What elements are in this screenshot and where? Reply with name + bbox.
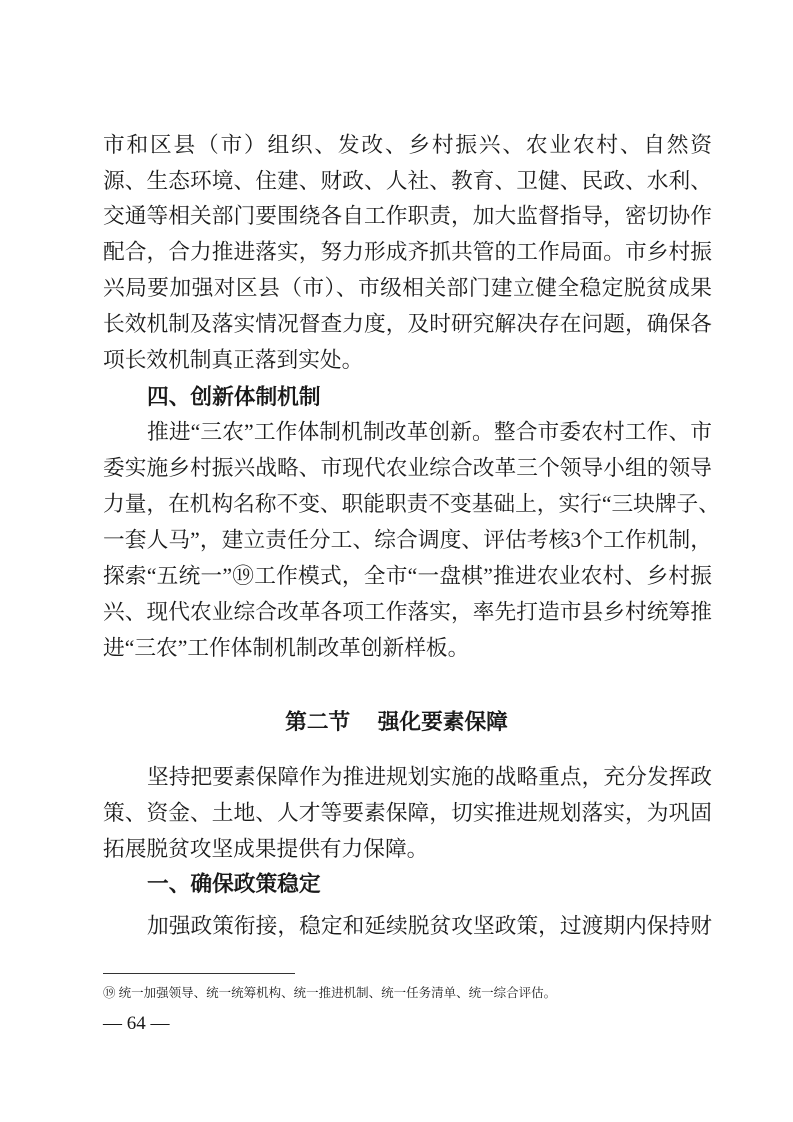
text-line: 进“三农”工作体制机制改革创新样板。 (103, 636, 470, 660)
footnote-divider (103, 973, 295, 974)
text-line: 坚持把要素保障作为推进规划实施的战略重点，充分发挥政 (147, 765, 712, 789)
text-line: 拓展脱贫攻坚成果提供有力保障。 (103, 837, 429, 861)
text-line: 项长效机制真正落到实处。 (103, 348, 364, 372)
section-title: 第二节 强化要素保障 (285, 710, 508, 735)
text-line: 交通等相关部门要围绕各自工作职责，加大监督指导，密切协作 (103, 204, 712, 228)
text-line: 策、资金、土地、人才等要素保障，切实推进规划落实，为巩固 (103, 801, 712, 825)
text-line: 力量，在机构名称不变、职能职责不变基础上，实行“三块牌子、 (103, 492, 720, 516)
text-line: 长效机制及落实情况督查力度，及时研究解决存在问题，确保各 (103, 312, 712, 336)
text-line: 探索“五统一”⑲工作模式，全市“一盘棋”推进农业农村、乡村振 (103, 564, 712, 588)
text-line: 推进“三农”工作体制机制改革创新。整合市委农村工作、市 (147, 420, 712, 444)
text-line: 加强政策衔接，稳定和延续脱贫攻坚政策，过渡期内保持财 (147, 914, 712, 938)
text-line: 配合，合力推进落实，努力形成齐抓共管的工作局面。市乡村振 (103, 240, 712, 264)
text-line: 市和区县（市）组织、发改、乡村振兴、农业农村、自然资 (103, 133, 712, 157)
text-line: 一套人马”，建立责任分工、综合调度、评估考核3个工作机制， (103, 528, 712, 552)
text-line: 兴、现代农业综合改革各项工作落实，率先打造市县乡村统筹推 (103, 600, 712, 624)
page-number: — 64 — (103, 1013, 170, 1034)
text-line: 兴局要加强对区县（市）、市级相关部门建立健全稳定脱贫成果 (103, 276, 712, 300)
subheading-policy-stability: 一、确保政策稳定 (147, 872, 321, 897)
text-line: 委实施乡村振兴战略、市现代农业综合改革三个领导小组的领导 (103, 456, 712, 480)
subheading-innovate-mechanism: 四、创新体制机制 (147, 385, 321, 410)
footnote: ⑲ 统一加强领导、统一统筹机构、统一推进机制、统一任务清单、统一综合评估。 (103, 986, 557, 1000)
text-line: 源、生态环境、住建、财政、人社、教育、卫健、民政、水利、 (103, 169, 712, 193)
